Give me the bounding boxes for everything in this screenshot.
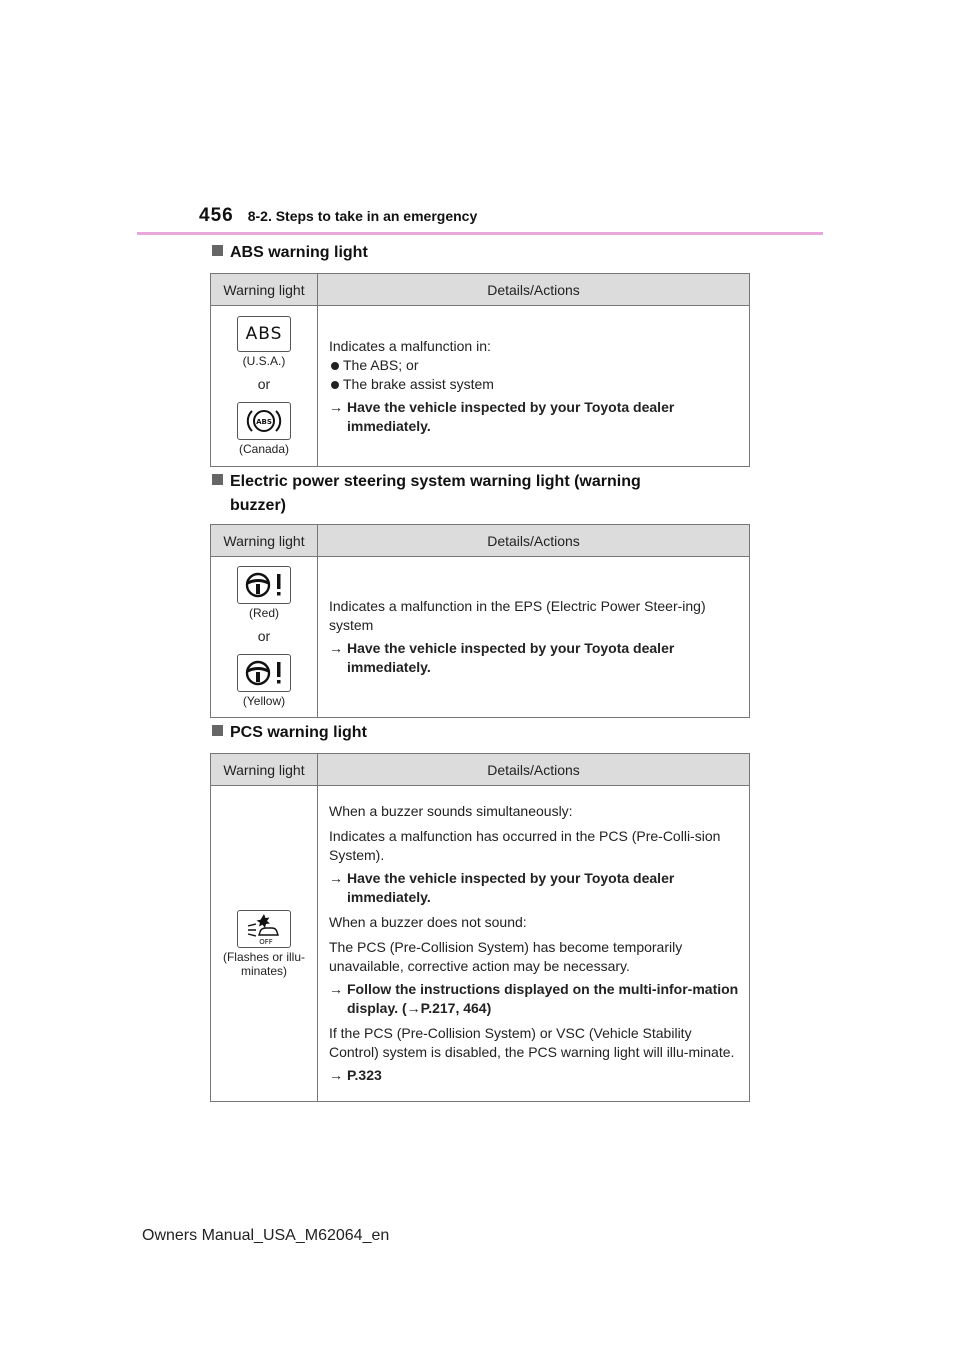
arrow-right-icon: →: [329, 870, 343, 886]
column-header-warning-light: Warning light: [211, 754, 318, 786]
header-rule: [137, 232, 823, 235]
action-line: [329, 1066, 743, 1085]
arrow-right-icon: →: [406, 1000, 421, 1016]
page-footer: Owners Manual_USA_M62064_en: [142, 1227, 390, 1244]
pcs-warning-table: [210, 753, 750, 1102]
square-bullet-icon: [212, 245, 223, 256]
column-header-warning-light: Warning light: [211, 274, 318, 306]
bullet-item: The ABS; or: [329, 356, 743, 375]
or-label: or: [257, 376, 271, 392]
section-title-abs: ABS warning light: [212, 241, 752, 265]
eps-warning-table: [210, 524, 750, 718]
square-bullet-icon: [212, 725, 223, 736]
column-header-details: Details/Actions: [318, 754, 750, 786]
bullet-item: The brake assist system: [329, 375, 743, 394]
page-reference-link[interactable]: P.217, 464): [420, 1000, 492, 1016]
or-label: or: [257, 628, 271, 644]
steering-wheel-exclamation-icon: [237, 654, 291, 692]
icon-caption: (Yellow): [242, 694, 286, 708]
pcs-collision-off-icon: [237, 910, 291, 948]
details-cell: Indicates a malfunction in: The ABS; or The brake assist system → Have the vehicle inspected by your Toyota dealer immediately.: [318, 306, 750, 467]
column-header-details: Details/Actions: [318, 525, 750, 557]
abs-circle-icon: [237, 402, 291, 440]
action-line: → Have the vehicle inspected by your Toyota dealer immediately.: [329, 398, 675, 434]
icon-caption: (Canada): [238, 442, 290, 456]
arrow-right-icon: →: [329, 398, 343, 415]
action-line: → Have the vehicle inspected by your Toyota dealer immediately.: [329, 870, 675, 905]
section-title-pcs: PCS warning light: [212, 721, 752, 745]
icon-caption: (U.S.A.): [242, 354, 286, 368]
column-header-warning-light: Warning light: [211, 525, 318, 557]
warning-light-cell: [211, 786, 318, 1102]
details-cell: When a buzzer sounds simultaneously: Indicates a malfunction has occurred in the PCS (Pre-Colli-sion System). → Have the vehicle inspected by your Toyota dealer immediately. When a buzzer does not sound: The PCS (Pre-Collision System) has become temporarily unavailable, corrective action may be necessary. → Follow the instructions displayed on the multi-infor-mation display. (→P.217, 464) If the PCS (Pre-Collision System) or VSC (Vehicle Stability Control) system is disabled, the PCS warning light will illu-minate. → P.323: [318, 786, 750, 1102]
details-cell: Indicates a malfunction in the EPS (Electric Power Steer-ing) system → Have the vehicle inspected by your Toyota dealer immediately.: [318, 557, 750, 718]
icon-caption: (Red): [248, 606, 279, 620]
page-reference-link[interactable]: P.323: [347, 1067, 382, 1083]
column-header-details: Details/Actions: [318, 274, 750, 306]
page-header: [199, 205, 477, 227]
section-title-eps: Electric power steering system warning light (warning buzzer): [212, 470, 752, 518]
abs-text-icon: ABS: [237, 316, 291, 352]
action-line: → Have the vehicle inspected by your Toyota dealer immediately.: [329, 640, 675, 675]
square-bullet-icon: [212, 474, 223, 485]
steering-wheel-exclamation-icon: [237, 566, 291, 604]
action-line: → Follow the instructions displayed on the multi-infor-mation display. (→P.217, 464): [329, 981, 739, 1016]
abs-warning-table: [210, 273, 750, 467]
arrow-right-icon: →: [329, 1067, 343, 1083]
arrow-right-icon: →: [329, 640, 343, 656]
warning-light-cell: [211, 557, 318, 718]
svg-text:OFF: OFF: [259, 937, 273, 946]
warning-light-cell: [211, 306, 318, 467]
page-number: 456: [199, 205, 234, 226]
svg-text:ABS: ABS: [256, 418, 272, 426]
icon-caption: (Flashes or illu-minates): [222, 949, 306, 978]
arrow-right-icon: →: [329, 981, 343, 997]
chapter-title: 8-2. Steps to take in an emergency: [247, 208, 478, 224]
